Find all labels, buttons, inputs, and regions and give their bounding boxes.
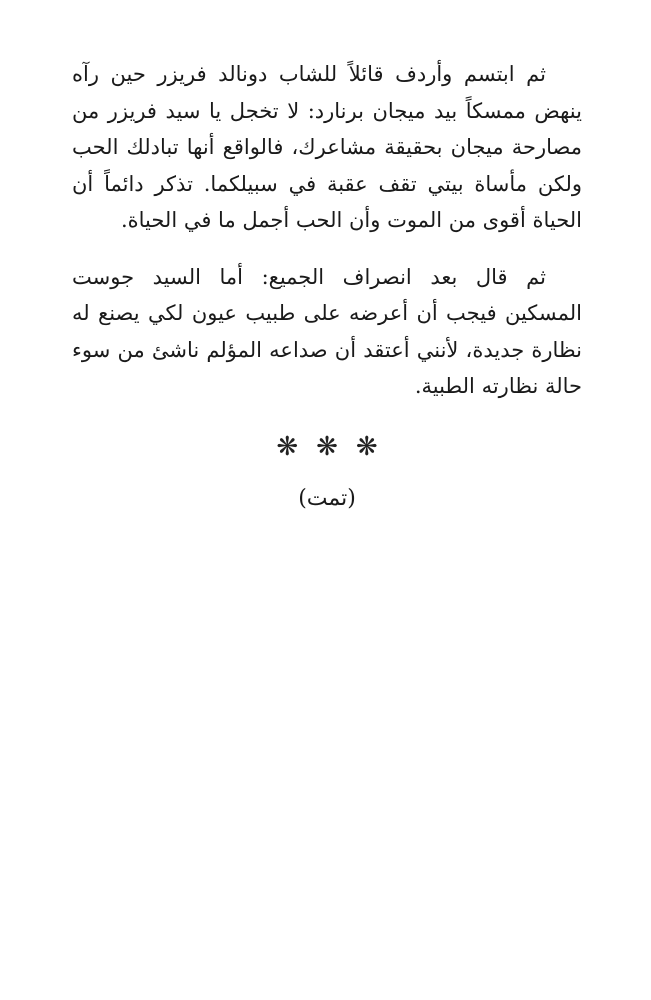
book-page — [72, 56, 582, 517]
paragraph-1: ثم ابتسم وأردف قائلاً للشاب دونالد فريزر حين رآه ينهض ممسكاً بيد ميجان برنارد: لا تخجل يا سيد فريزر من مصارحة ميجان بحقيقة مشاعرك، فالواقع أنها تبادلك الحب ولكن مأساة بيتي تقف عقبة في سبيلكما. تذكر دائماً أن الحياة أقوى من الموت وأن الحب أجمل ما في الحياة. — [72, 62, 582, 232]
end-mark: (تمت) — [298, 485, 356, 511]
section-separator: ❋❋❋ — [276, 431, 396, 462]
paragraph-2: ثم قال بعد انصراف الجميع: أما السيد جوست المسكين فيجب أن أعرضه على طبيب عيون لكي يصنع له نظارة جديدة، لأنني أعتقد أن صداعه المؤلم ناشئ من سوء حالة نظارته الطبية. — [72, 264, 582, 398]
